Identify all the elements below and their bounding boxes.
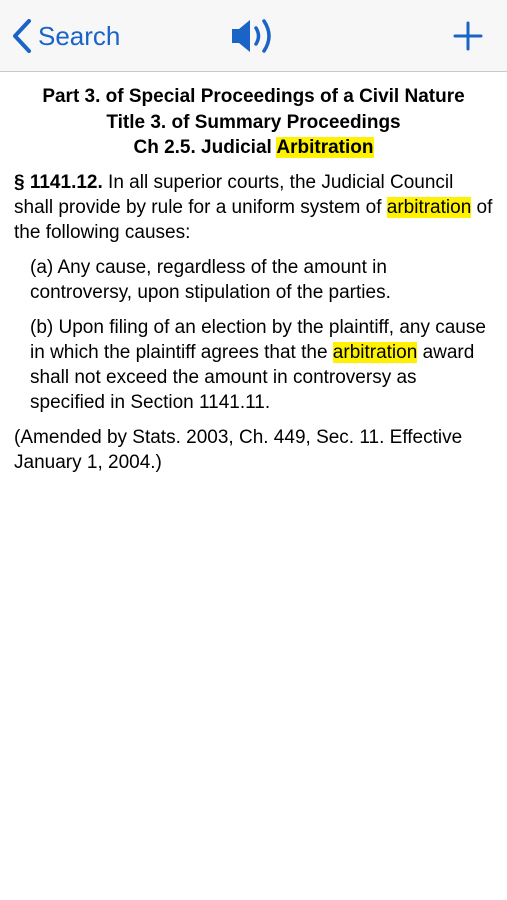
add-button[interactable]	[453, 21, 483, 51]
search-highlight: Arbitration	[276, 137, 374, 158]
speaker-button[interactable]	[229, 14, 279, 58]
chapter-heading-text: Ch 2.5. Judicial	[133, 137, 277, 158]
chapter-heading	[14, 135, 493, 161]
section-paragraph	[14, 170, 493, 245]
section-text: of the following causes:	[14, 196, 493, 243]
subsection-a	[30, 255, 493, 305]
subsection-b-text: award shall not exceed the amount in controversy as specified in Section 1141.11.	[30, 341, 475, 413]
statute-headings	[14, 84, 493, 161]
search-highlight: arbitration	[332, 341, 418, 363]
section-number: § 1141.12.	[14, 171, 103, 193]
back-button[interactable]	[12, 16, 120, 56]
title-heading: Title 3. of Summary Proceedings	[106, 111, 401, 133]
subsection-a-text: (a) Any cause, regardless of the amount in controversy, upon stipulation of the parties.	[30, 256, 391, 303]
plus-icon	[453, 38, 483, 55]
chevron-left-icon	[12, 19, 32, 53]
statute-content	[0, 72, 507, 485]
search-highlight: arbitration	[386, 196, 472, 218]
back-button-label: Search	[38, 21, 121, 51]
subsection-b-text: (b) Upon filing of an election by the plaintiff, any cause in which the plaintiff agrees that the	[30, 316, 486, 363]
section-text: In all superior courts, the Judicial Council shall provide by rule for a uniform system of	[14, 171, 454, 218]
navigation-bar	[0, 0, 507, 72]
speaker-icon	[229, 45, 279, 62]
subsection-b	[30, 315, 493, 415]
part-heading: Part 3. of Special Proceedings of a Civil Nature	[42, 86, 465, 107]
history-note: (Amended by Stats. 2003, Ch. 449, Sec. 11. Effective January 1, 2004.)	[14, 426, 463, 473]
